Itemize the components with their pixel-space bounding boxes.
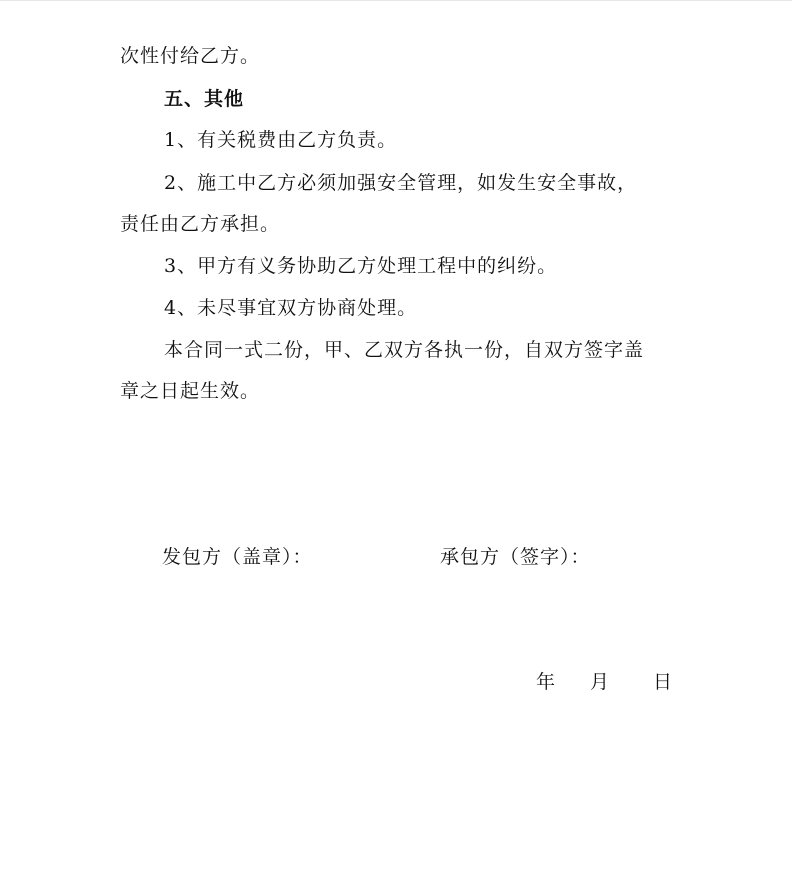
date-day: 日 (653, 671, 674, 693)
text-line-continuation: 次性付给乙方。 (120, 45, 261, 67)
contract-copies-clause: 本合同一式二份，甲、乙双方各执一份，自双方签字盖 (164, 339, 645, 361)
date-year: 年 (536, 671, 557, 693)
clause-2: 2、施工中乙方必须加强安全管理，如发生安全事故， (164, 172, 638, 194)
clause-1: 1、有关税费由乙方负责。 (164, 129, 398, 151)
date-month: 月 (590, 671, 611, 693)
signature-party-a: 发包方（盖章）： (162, 546, 313, 568)
contract-copies-clause-continuation: 章之日起生效。 (120, 380, 261, 402)
clause-3: 3、甲方有义务协助乙方处理工程中的纠纷。 (164, 255, 558, 277)
section-heading-other: 五、其他 (164, 88, 245, 110)
clause-2-continuation: 责任由乙方承担。 (120, 213, 281, 235)
clause-4: 4、未尽事宜双方协商处理。 (164, 297, 418, 319)
signature-party-b: 承包方（签字）： (440, 546, 591, 568)
page-top-border (0, 0, 792, 1)
